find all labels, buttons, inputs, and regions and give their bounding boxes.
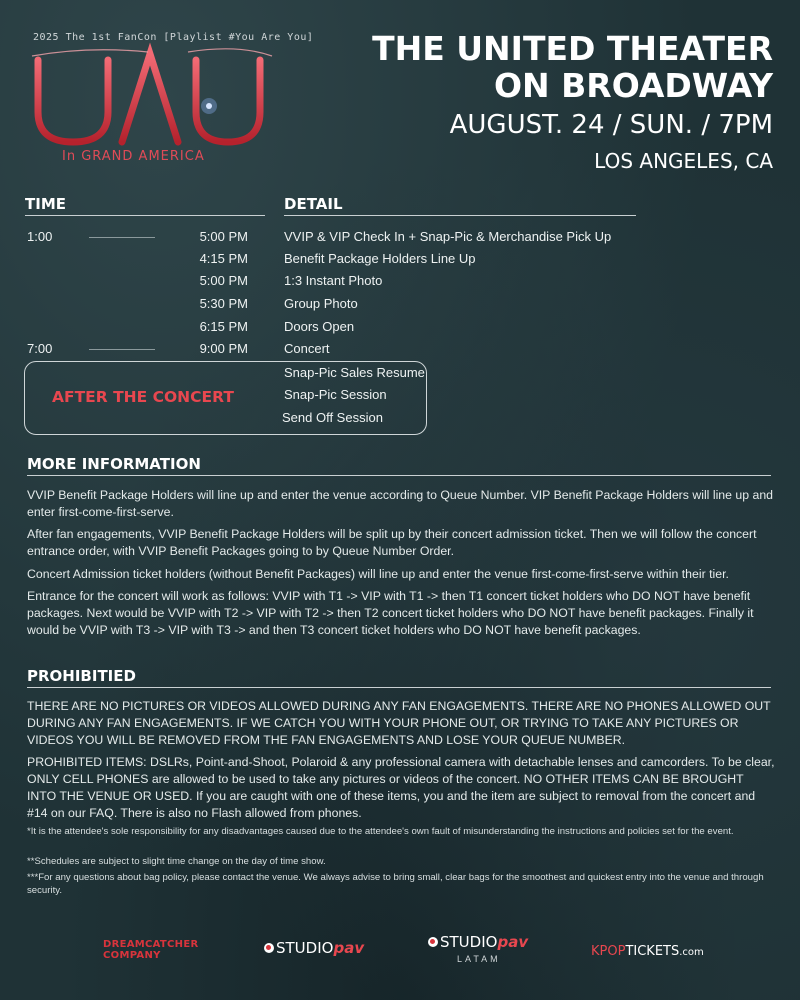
logo-tagline: In GRAND AMERICA (62, 149, 205, 164)
row-detail: Doors Open (284, 319, 355, 334)
kpoptickets-logo (591, 944, 704, 959)
row-detail: Benefit Package Holders Line Up (284, 251, 476, 266)
studiopav-icon (264, 943, 274, 953)
info-paragraph: VVIP Benefit Package Holders will line up and enter the venue according to Queue Number. VIP Benefit Package Holders will line up and enter first-come-first-serve. (27, 488, 774, 519)
time-column-header: TIME (25, 195, 66, 213)
prohibited-paragraph: THERE ARE NO PICTURES OR VIDEOS ALLOWED DURING ANY FAN ENGAGEMENTS. THERE ARE NO PHONES ALLOWED OUT DURING ANY FAN ENGAGEMENTS. IF WE CATCH YOU WITH YOUR PHONE OUT, OR TRYING TO TAKE ANY PICTURES OR VIDEOS YOU WILL BE REMOVED FROM THE FAN ENGAGEMENTS AND LOSE YOUR QUEUE NUMBER. (27, 699, 771, 747)
dreamcatcher-company-logo (103, 939, 199, 961)
prohibited-paragraph: PROHIBITED ITEMS: DSLRs, Point-and-Shoot, Polaroid & any professional camera with detachable lenses and camcorders. To be clear, ONLY CELL PHONES are allowed to be used to take any pictures or videos of the concert. NO OTHER ITEMS CAN BE BROUGHT INTO THE VENUE OR USED. If you are caught with one of these items, you and the item are subject to removal from the concert and #14 on our FAQ. There is also no Flash allowed from phones. (27, 755, 775, 820)
row-end-time: 6:15 PM (199, 319, 248, 334)
after-item: Snap-Pic Session (284, 387, 387, 402)
com-text: .com (679, 947, 704, 958)
studio-text: STUDIO (440, 933, 498, 951)
schedule-row (0, 296, 800, 318)
latam-label: LATAM (457, 954, 501, 964)
prohibited-title: PROHIBITIED (27, 667, 136, 685)
schedule-row (0, 251, 800, 273)
time-header-rule (25, 215, 265, 216)
after-concert-label: AFTER THE CONCERT (52, 388, 234, 406)
detail-header-rule (284, 215, 636, 216)
footnote: ***For any questions about bag policy, please contact the venue. We always advise to bring small, clear bags for the smoothest and quickest entry into the venue and through security. (27, 872, 764, 896)
studio-text: STUDIO (276, 939, 334, 957)
tickets-text: TICKETS (625, 944, 680, 959)
dreamcatcher-line: DREAMCATCHER (103, 939, 199, 950)
uau-logo (28, 42, 273, 152)
row-end-time: 9:00 PM (199, 341, 248, 356)
schedule-row (0, 341, 800, 363)
row-end-time: 5:00 PM (199, 273, 248, 288)
info-paragraph: Concert Admission ticket holders (without Benefit Packages) will line up and enter the venue first-come-first-serve within their tier. (27, 567, 729, 581)
fancon-subtitle: 2025 The 1st FanCon [Playlist #You Are You] (33, 32, 314, 43)
studiopav-logo (264, 939, 364, 957)
schedule-row (0, 229, 800, 251)
footnote: **Schedules are subject to slight time change on the day of time show. (27, 856, 326, 867)
row-detail: Concert (284, 341, 330, 356)
after-item: Send Off Session (282, 410, 383, 425)
detail-column-header: DETAIL (284, 195, 343, 213)
row-detail: 1:3 Instant Photo (284, 273, 383, 288)
row-detail: VVIP & VIP Check In + Snap-Pic & Merchandise Pick Up (284, 229, 612, 244)
pav-text: pav (333, 939, 365, 957)
studiopav-icon (428, 937, 438, 947)
venue-title: THE UNITED THEATER ON BROADWAY (372, 29, 773, 105)
time-range-dash (89, 349, 155, 350)
company-line: COMPANY (103, 950, 161, 961)
row-start-time: 7:00 (27, 341, 53, 356)
event-date: AUGUST. 24 / SUN. / 7PM (449, 110, 773, 140)
row-end-time: 5:00 PM (199, 229, 248, 244)
more-information-title: MORE INFORMATION (27, 455, 201, 473)
section-rule (27, 687, 771, 688)
row-detail: Group Photo (284, 296, 358, 311)
row-start-time: 1:00 (27, 229, 53, 244)
row-end-time: 5:30 PM (199, 296, 248, 311)
kpop-text: KPOP (591, 944, 626, 959)
event-city: LOS ANGELES, CA (594, 149, 773, 173)
schedule-row (0, 319, 800, 341)
info-paragraph: Entrance for the concert will work as follows: VVIP with T1 -> VIP with T1 -> then T1 concert ticket holders who DO NOT have benefit packages. Next would be VVIP with T2 -> VIP with T2 -> then T2 concert ticket holders who DO NOT have benefit packages. Finally it would be VVIP with T3 -> VIP with T3 -> and then T3 concert ticket holders who DO NOT have benefit packages. (27, 589, 754, 637)
after-item: Snap-Pic Sales Resume (284, 365, 425, 380)
info-paragraph: After fan engagements, VVIP Benefit Package Holders will be split up by their concert admission ticket. Then we will follow the concert entrance order, with VVIP Benefit Packages going to by Queue Number Order. (27, 527, 757, 558)
footnote: *It is the attendee's sole responsibility for any disadvantages caused due to the attendee's own fault of misunderstanding the instructions and policies set for the event. (27, 826, 734, 837)
section-rule (27, 475, 771, 476)
pav-text: pav (497, 933, 529, 951)
row-end-time: 4:15 PM (199, 251, 248, 266)
time-range-dash (89, 237, 155, 238)
schedule-row (0, 273, 800, 295)
studiopav-latam-logo (428, 933, 528, 951)
